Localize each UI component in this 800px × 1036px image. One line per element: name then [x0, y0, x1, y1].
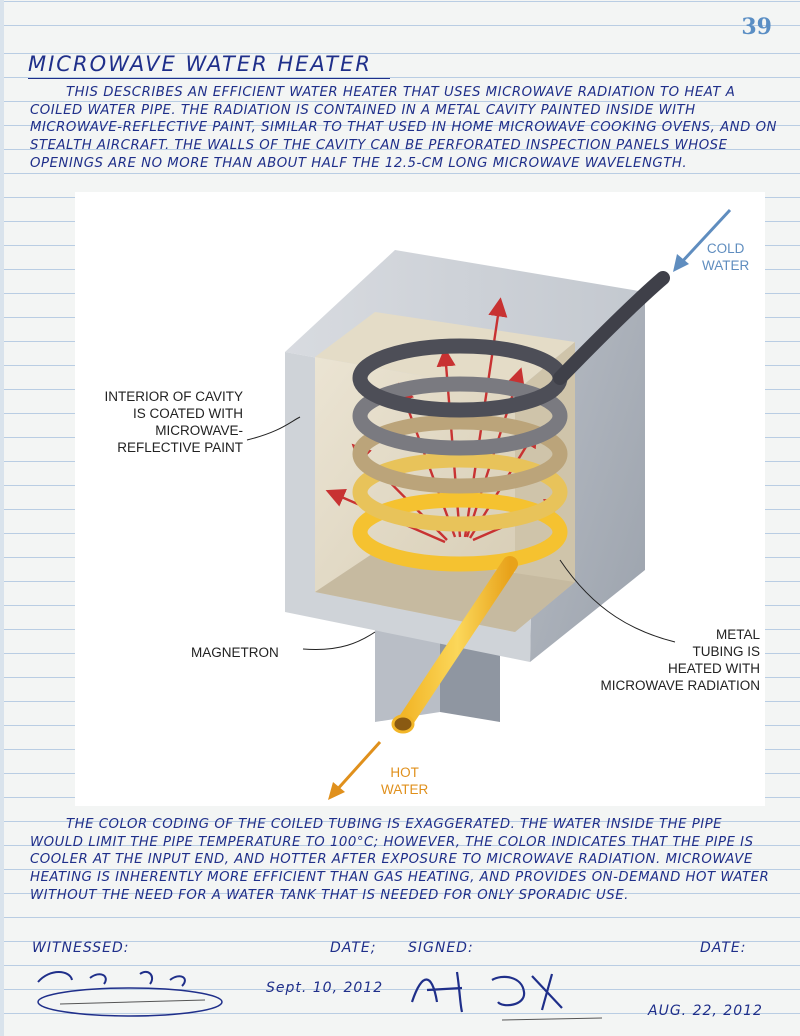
hot-water-arrow	[328, 742, 380, 800]
inventor-signature	[402, 962, 622, 1028]
label-hot-water: HOT WATER	[381, 765, 429, 797]
witness-date: Sept. 10, 2012	[266, 980, 384, 996]
intro-paragraph: THIS DESCRIBES AN EFFICIENT WATER HEATER THAT USES MICROWAVE RADIATION TO HEAT A COILED WATER PIPE. THE RADIATION IS CONTAINED IN A METAL CAVITY PAINTED INSIDE WITH MICROWAVE-REFLECTIVE PAINT, SIMILAR TO THAT USED IN HOME MICROWAVE COOKING OVENS, AND ON STEALTH AIRCRAFT. THE WALLS OF THE CAVITY CAN BE PERFORATED INSPECTION PANELS WHOSE OPENINGS ARE NO MORE THAN ABOUT HALF THE 12.5-CM LONG MICROWAVE WAVELENGTH.	[30, 85, 777, 171]
page-margin	[0, 0, 4, 1036]
figure-microwave-heater	[75, 192, 765, 806]
page-number: 39	[741, 14, 772, 40]
signed-date: AUG. 22, 2012	[648, 1003, 763, 1019]
signed-label: SIGNED:	[408, 940, 474, 956]
witness-date-label: DATE;	[330, 940, 377, 956]
label-magnetron: MAGNETRON	[191, 645, 279, 660]
witnessed-label: WITNESSED:	[32, 940, 130, 956]
witness-signature	[30, 962, 230, 1028]
label-interior-of-cavity: INTERIOR OF CAVITY IS COATED WITH MICROWAVE- REFLECTIVE PAINT	[104, 389, 243, 455]
signed-date-label: DATE:	[700, 940, 747, 956]
page-title: MICROWAVE WATER HEATER	[28, 52, 372, 76]
heater-diagram	[75, 192, 765, 806]
title-underline	[28, 78, 390, 79]
label-metal-tubing: METAL TUBING IS HEATED WITH MICROWAVE RADIATION	[600, 627, 760, 693]
label-cold-water: COLD WATER	[702, 241, 750, 273]
closing-paragraph: THE COLOR CODING OF THE COILED TUBING IS EXAGGERATED. THE WATER INSIDE THE PIPE WOULD LIMIT THE PIPE TEMPERATURE TO 100°C; HOWEVER, THE COLOR INDICATES THAT THE PIPE IS COOLER AT THE INPUT END, AND HOTTER AFTER EXPOSURE TO MICROWAVE RADIATION. MICROWAVE HEATING IS INHERENTLY MORE EFFICIENT THAN GAS HEATING, AND PROVIDES ON-DEMAND HOT WATER WITHOUT THE NEED FOR A WATER TANK THAT IS NEEDED FOR ONLY SPORADIC USE.	[30, 817, 770, 903]
